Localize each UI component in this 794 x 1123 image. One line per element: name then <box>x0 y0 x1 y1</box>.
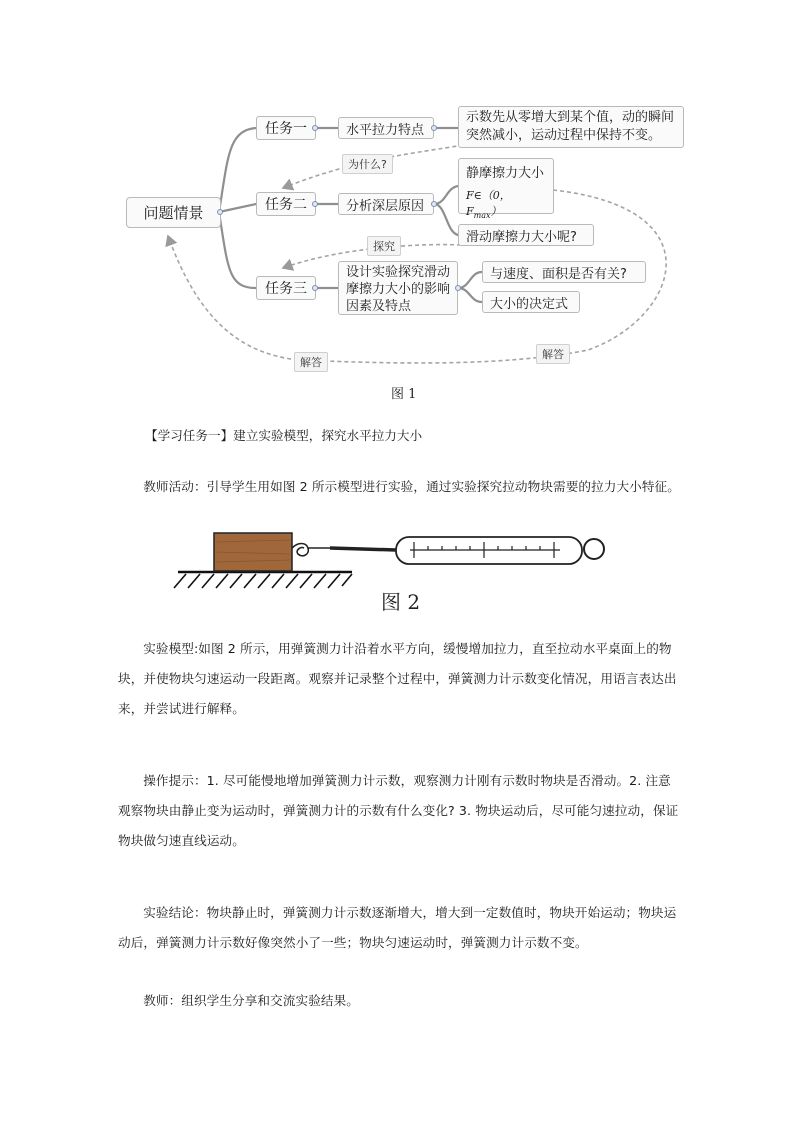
collapse-icon[interactable] <box>455 285 461 291</box>
figure1-caption: 图 1 <box>391 387 417 402</box>
task-heading: 【学习任务一】建立实验模型，探究水平拉力大小 <box>145 428 423 443</box>
t2-leaf2-node <box>458 224 594 246</box>
teacher-paragraph: 教师：组织学生分享和交流实验结果。 <box>143 993 359 1008</box>
collapse-icon[interactable] <box>217 209 223 215</box>
t1-leaf-label: 示数先从零增大到某个值，动的瞬间突然减小，运动过程中保持不变。 <box>466 110 675 143</box>
hook-icon <box>292 544 308 556</box>
formula <box>466 187 546 220</box>
t2-leaf1-title: 静摩擦力大小 <box>466 166 545 181</box>
scale-ring <box>584 539 604 559</box>
root-node <box>126 197 221 228</box>
relation-label-why <box>342 154 393 174</box>
relation-explore-text: 探究 <box>373 240 395 253</box>
relation-label-explore <box>367 236 401 256</box>
model-paragraph: 实验模型:如图 2 所示，用弹簧测力计沿着水平方向，缓慢增加拉力，直至拉动水平桌面上的物块，并使物块匀速运动一段距离。观察并记录整个过程中，弹簧测力计示数变化情况，用语言表达出来，并尝试进行解释。 <box>118 641 677 716</box>
relation-label-answer-1 <box>294 352 328 372</box>
collapse-icon[interactable] <box>312 285 318 291</box>
task-node-2 <box>256 192 316 216</box>
t2-leaf1-node <box>458 158 554 221</box>
conclusion-paragraph: 实验结论：物块静止时，弹簧测力计示数逐渐增大，增大到一定数值时，物块开始运动；物块运动后，弹簧测力计示数好像突然小了一些；物块匀速运动时，弹簧测力计示数不变。 <box>118 905 677 950</box>
t1-child-label: 水平拉力特点 <box>346 122 425 138</box>
collapse-icon[interactable] <box>431 201 437 207</box>
mind-map-figure <box>118 98 720 382</box>
collapse-icon[interactable] <box>312 201 318 207</box>
task-node-3 <box>256 276 316 300</box>
formula-main: F∈（0，F <box>466 189 511 218</box>
t2-leaf2-label: 滑动摩擦力大小呢? <box>466 229 577 245</box>
t2-child-node <box>338 193 434 215</box>
collapse-icon[interactable] <box>431 125 437 131</box>
relation-answer-2-text: 解答 <box>542 348 564 361</box>
t1-child-node <box>338 117 434 139</box>
figure2-caption: 图 2 <box>381 590 421 614</box>
formula-close: ） <box>490 205 502 218</box>
teacher-activity-paragraph: 教师活动：引导学生用如图 2 所示模型进行实验，通过实验探究拉动物块需要的拉力大小特征。 <box>143 479 680 494</box>
task-label-3: 任务三 <box>265 281 307 297</box>
t3-leaf2-label: 大小的决定式 <box>490 296 569 312</box>
relation-label-answer-2 <box>536 344 570 364</box>
root-label: 问题情景 <box>143 204 204 222</box>
task-node-1 <box>256 116 316 140</box>
task-label-2: 任务二 <box>265 197 307 213</box>
t3-leaf1-node <box>482 261 646 283</box>
t3-leaf1-label: 与速度、面积是否有关? <box>490 266 627 282</box>
relation-why-text: 为什么? <box>348 158 387 171</box>
t3-leaf2-node <box>482 291 580 313</box>
t3-child-label: 设计实验探究滑动摩擦力大小的影响因素及特点 <box>346 265 451 314</box>
t3-child-node <box>338 261 458 315</box>
hint-paragraph: 操作提示：1. 尽可能慢地增加弹簧测力计示数，观察测力计刚有示数时物块是否滑动。2. 注意观察物块由静止变为运动时，弹簧测力计的示数有什么变化? 3. 物块运动后，尽可能匀速拉动，保证物块做匀速直线运动。 <box>118 773 679 848</box>
t2-child-label: 分析深层原因 <box>346 198 425 214</box>
collapse-icon[interactable] <box>312 125 318 131</box>
task-label-1: 任务一 <box>265 121 307 137</box>
t1-leaf-node <box>458 106 684 148</box>
relation-answer-1-text: 解答 <box>300 356 322 369</box>
formula-sub: max <box>473 211 491 221</box>
